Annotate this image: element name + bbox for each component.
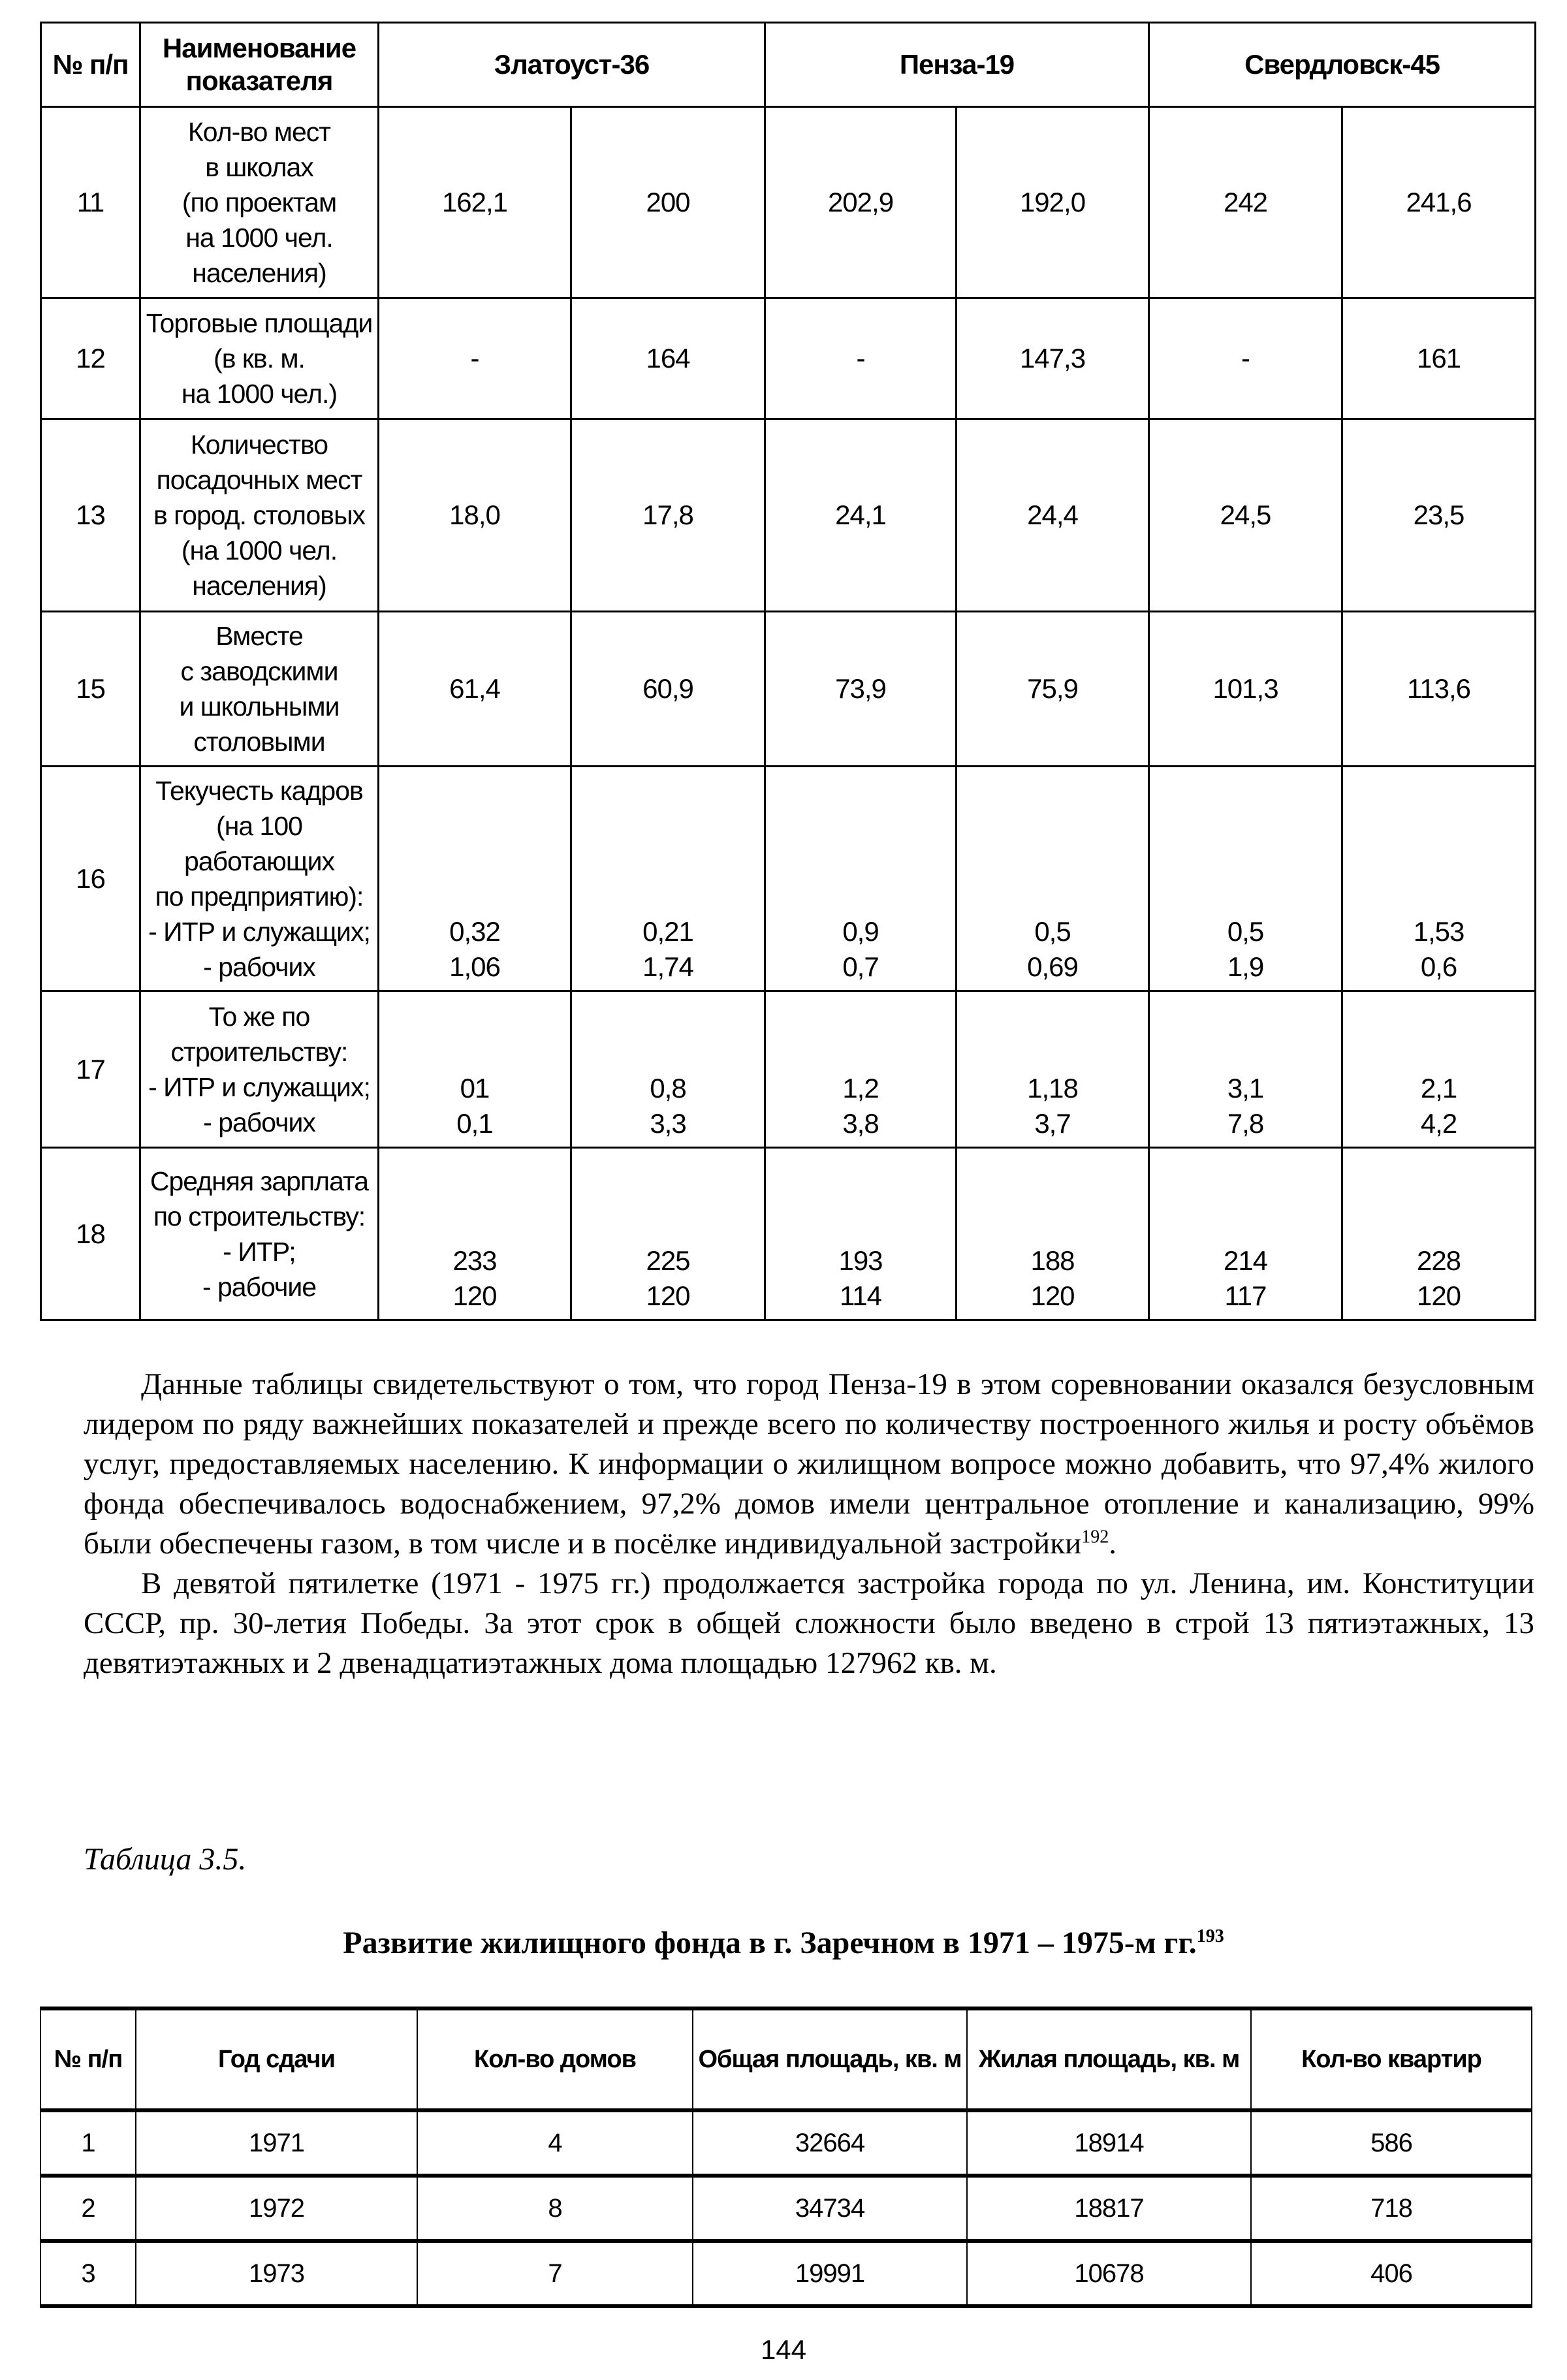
indicator-name — [140, 612, 379, 767]
value-cell — [1342, 767, 1536, 991]
table-row — [40, 2176, 1532, 2241]
value: 0,9 — [842, 916, 879, 947]
value: 225 — [646, 1245, 690, 1276]
table-row — [40, 2110, 1532, 2176]
value: 75,9 — [1027, 673, 1078, 704]
header-city-sverdlovsk: Свердловск-45 — [1149, 23, 1536, 107]
value: 3,8 — [842, 1108, 879, 1139]
table-header-row — [41, 23, 1536, 107]
value-cell — [765, 298, 957, 419]
value-cell — [1149, 1148, 1342, 1320]
row-number: 16 — [41, 767, 140, 991]
value: 1,2 — [842, 1073, 879, 1103]
value: 0,69 — [1027, 951, 1078, 982]
indicator-name-line: работающих — [184, 846, 334, 876]
value: 241,6 — [1406, 187, 1472, 217]
value-cell — [765, 419, 957, 612]
value: 1,53 — [1413, 916, 1464, 947]
indicators-comparison-table — [40, 22, 1536, 1321]
table-caption: Таблица 3.5. — [84, 1842, 247, 1877]
value: 233 — [452, 1245, 497, 1276]
row-number: 17 — [41, 991, 140, 1148]
header-indicator-name: Наименование показателя — [140, 23, 379, 107]
row-number: 15 — [41, 612, 140, 767]
value: 120 — [1030, 1280, 1075, 1311]
value: 4,2 — [1420, 1108, 1457, 1139]
table-cell: 718 — [1251, 2176, 1532, 2241]
table-row — [41, 107, 1536, 298]
header-city-zlatoust: Златоуст-36 — [379, 23, 765, 107]
value: 3,7 — [1034, 1108, 1071, 1139]
value: 1,06 — [449, 951, 500, 982]
value: 01 — [460, 1073, 490, 1103]
indicator-name — [140, 298, 379, 419]
value: 73,9 — [835, 673, 886, 704]
value: 0,1 — [456, 1108, 493, 1139]
table-cell: 10678 — [967, 2241, 1251, 2306]
value: 147,3 — [1019, 343, 1086, 373]
value: 3,1 — [1227, 1073, 1264, 1103]
table-cell: 586 — [1251, 2110, 1532, 2176]
value: 23,5 — [1413, 500, 1464, 530]
indicator-name-line: в школах — [205, 152, 313, 182]
indicator-name-line: (по проектам — [182, 187, 337, 217]
table-cell: 1971 — [136, 2110, 417, 2176]
value: 120 — [452, 1280, 497, 1311]
row-number: 11 — [41, 107, 140, 298]
value: 188 — [1030, 1245, 1075, 1276]
value-cell — [379, 419, 571, 612]
indicator-name-line: Количество — [190, 430, 328, 460]
indicator-name-line: - ИТР и служащих; — [148, 1071, 370, 1102]
value-cell — [1342, 107, 1536, 298]
indicator-name-line: в город. столовых — [153, 500, 366, 530]
table-cell: 32664 — [693, 2110, 967, 2176]
indicator-name-line: на 1000 чел.) — [181, 379, 338, 409]
indicator-name-line: Кол-во мест — [187, 117, 331, 147]
value: 117 — [1224, 1280, 1267, 1311]
table-row — [40, 2241, 1532, 2306]
value-cell — [957, 1148, 1149, 1320]
value: 214 — [1223, 1245, 1268, 1276]
value: 60,9 — [642, 673, 693, 704]
indicator-name — [140, 991, 379, 1148]
value-cell — [379, 107, 571, 298]
table-row — [41, 767, 1536, 991]
value: 7,8 — [1227, 1108, 1264, 1139]
header-year: Год сдачи — [136, 2008, 417, 2110]
value: 24,5 — [1220, 500, 1271, 530]
value-cell — [571, 991, 765, 1148]
value: 113,6 — [1407, 673, 1471, 704]
paragraph-text: Данные таблицы свидетельствуют о том, что город Пенза-19 в этом соревновании оказался безусловным лидером по ряду важнейших показателей и прежде всего по количеству построенного жилья и росту объёмов услуг, предоставляемых населению. К информации о жилищном вопросе можно добавить, что 97,4% жилого фонда обеспечивалось водоснабжением, 97,2% домов имели центральное отопление и канализацию, 99% были обеспечены газом, в том числе и в посёлке индивидуальной застройки — [84, 1367, 1534, 1561]
table-title-text: Развитие жилищного фонда в г. Заречном в 1971 – 1975-м гг. — [343, 1926, 1197, 1960]
value-cell — [571, 107, 765, 298]
value: 0,32 — [449, 916, 500, 947]
value: 2,1 — [1420, 1073, 1457, 1103]
indicator-name-line: с заводскими — [180, 656, 338, 686]
table-cell: 4 — [417, 2110, 693, 2176]
value-cell — [765, 612, 957, 767]
footnote-ref: 192 — [1081, 1527, 1109, 1547]
table-cell: 18914 — [967, 2110, 1251, 2176]
indicator-name-line: Вместе — [215, 621, 303, 651]
table-header-row — [40, 2008, 1532, 2110]
value-cell — [1342, 298, 1536, 419]
value: - — [1241, 343, 1250, 373]
indicator-name — [140, 1148, 379, 1320]
value-cell — [571, 298, 765, 419]
indicator-name — [140, 107, 379, 298]
value-cell — [1342, 419, 1536, 612]
value: 18,0 — [449, 500, 500, 530]
table-cell: 1973 — [136, 2241, 417, 2306]
value-cell — [1342, 991, 1536, 1148]
indicator-name-line: - ИТР и служащих; — [148, 916, 370, 947]
value: 120 — [1416, 1280, 1461, 1311]
table-title — [0, 1925, 1567, 1961]
table-cell: 18817 — [967, 2176, 1251, 2241]
indicator-name-line: (на 100 — [216, 810, 302, 841]
value-cell — [957, 107, 1149, 298]
table-body — [41, 107, 1536, 1320]
value-cell — [1342, 1148, 1536, 1320]
value-cell — [765, 991, 957, 1148]
value-cell — [1149, 419, 1342, 612]
value-cell — [1149, 612, 1342, 767]
value-cell — [1342, 612, 1536, 767]
indicator-name-line: (на 1000 чел. — [181, 535, 338, 565]
value: 0,8 — [650, 1073, 686, 1103]
value: 0,5 — [1227, 916, 1264, 947]
value: 202,9 — [827, 187, 894, 217]
header-city-penza: Пенза-19 — [765, 23, 1149, 107]
table-cell: 8 — [417, 2176, 693, 2241]
indicator-name-line: - рабочих — [203, 951, 315, 982]
indicator-name — [140, 419, 379, 612]
table-cell: 406 — [1251, 2241, 1532, 2306]
value: 120 — [646, 1280, 690, 1311]
value-cell — [957, 991, 1149, 1148]
value-cell — [1149, 107, 1342, 298]
value-cell — [1149, 767, 1342, 991]
value-cell — [571, 612, 765, 767]
value: 1,9 — [1227, 951, 1264, 982]
table-row — [41, 1148, 1536, 1320]
indicator-name-line: населения) — [192, 571, 326, 601]
table-cell: 19991 — [693, 2241, 967, 2306]
value: 101,3 — [1212, 673, 1278, 704]
table-row — [41, 298, 1536, 419]
indicator-name-line: по предприятию): — [155, 881, 364, 912]
table-cell: 1972 — [136, 2176, 417, 2241]
value-cell — [957, 767, 1149, 991]
value-cell — [957, 298, 1149, 419]
value-cell — [379, 991, 571, 1148]
value-cell — [1149, 298, 1342, 419]
value-cell — [379, 767, 571, 991]
value: 24,1 — [835, 500, 886, 530]
indicator-name-line: Текучесть кадров — [155, 775, 363, 806]
table-cell: 1 — [40, 2110, 136, 2176]
value: 242 — [1223, 187, 1268, 217]
value: 1,74 — [642, 951, 693, 982]
header-num: № п/п — [41, 23, 140, 107]
value-cell — [957, 419, 1149, 612]
indicator-name-line: - рабочих — [203, 1107, 315, 1137]
value: 24,4 — [1027, 500, 1078, 530]
footnote-ref: 193 — [1196, 1926, 1224, 1946]
value: 0,6 — [1420, 951, 1457, 982]
row-number: 13 — [41, 419, 140, 612]
value: - — [856, 343, 865, 373]
paragraph: В девятой пятилетке (1971 - 1975 гг.) продолжается застройка города по ул. Ленина, им. Конституции СССР, пр. 30-летия Победы. За этот срок в общей сложности было введено в строй 13 пятиэтажных, 13 девятиэтажных и 2 двенадцатиэтажных дома площадью 127962 кв. м. — [84, 1566, 1534, 1680]
page-number: 144 — [760, 2334, 807, 2365]
table-row — [41, 991, 1536, 1148]
header-apartments: Кол-во квартир — [1251, 2008, 1532, 2110]
indicator-name-line: (в кв. м. — [214, 343, 305, 373]
indicator-name-line: Торговые площади — [146, 308, 373, 338]
value-cell — [379, 1148, 571, 1320]
value: 3,3 — [650, 1108, 686, 1139]
header-living-area: Жилая площадь, кв. м — [967, 2008, 1251, 2110]
value-cell — [957, 612, 1149, 767]
value: 17,8 — [642, 500, 693, 530]
indicator-name-line: посадочных мест — [156, 465, 362, 495]
value: 193 — [838, 1245, 883, 1276]
header-houses: Кол-во домов — [417, 2008, 693, 2110]
value-cell — [571, 1148, 765, 1320]
row-number: 12 — [41, 298, 140, 419]
table-row — [41, 419, 1536, 612]
indicator-name-line: и школьными — [179, 691, 340, 722]
indicator-name-line: Средняя зарплата — [150, 1166, 369, 1196]
indicator-name-line: - ИТР; — [223, 1236, 296, 1267]
table-cell: 2 — [40, 2176, 136, 2241]
paragraph — [84, 1365, 1534, 1564]
table-row — [41, 612, 1536, 767]
value: 0,21 — [642, 916, 693, 947]
indicator-name-line: населения) — [192, 258, 326, 288]
indicator-name-line: по строительству: — [153, 1201, 366, 1231]
indicator-name-line: столовыми — [193, 727, 325, 757]
value-cell — [379, 612, 571, 767]
paragraph-end: . — [1109, 1527, 1116, 1561]
row-number: 18 — [41, 1148, 140, 1320]
indicator-name-line: строительству: — [170, 1036, 348, 1067]
table-body — [40, 2110, 1532, 2306]
body-text — [84, 1365, 1534, 1683]
value: 114 — [840, 1280, 881, 1311]
value: 161 — [1416, 343, 1461, 373]
value: 0,5 — [1034, 916, 1071, 947]
value-cell — [571, 419, 765, 612]
housing-fund-table — [40, 2007, 1532, 2308]
indicator-name-line: на 1000 чел. — [185, 223, 333, 253]
value: 162,1 — [441, 187, 508, 217]
value-cell — [765, 107, 957, 298]
indicator-name-line: - рабочие — [202, 1271, 317, 1302]
value: 200 — [646, 187, 690, 217]
table-cell: 7 — [417, 2241, 693, 2306]
value-cell — [1149, 991, 1342, 1148]
indicator-name-line: То же по — [208, 1001, 310, 1032]
value-cell — [765, 1148, 957, 1320]
value: 228 — [1416, 1245, 1461, 1276]
value-cell — [379, 298, 571, 419]
table-cell: 34734 — [693, 2176, 967, 2241]
value: 192,0 — [1019, 187, 1086, 217]
value: 164 — [646, 343, 690, 373]
header-num: № п/п — [40, 2008, 136, 2110]
value: - — [470, 343, 479, 373]
value: 0,7 — [842, 951, 879, 982]
value-cell — [765, 767, 957, 991]
value: 61,4 — [449, 673, 500, 704]
value: 1,18 — [1027, 1073, 1078, 1103]
indicator-name — [140, 767, 379, 991]
value-cell — [571, 767, 765, 991]
header-total-area: Общая площадь, кв. м — [693, 2008, 967, 2110]
table-cell: 3 — [40, 2241, 136, 2306]
